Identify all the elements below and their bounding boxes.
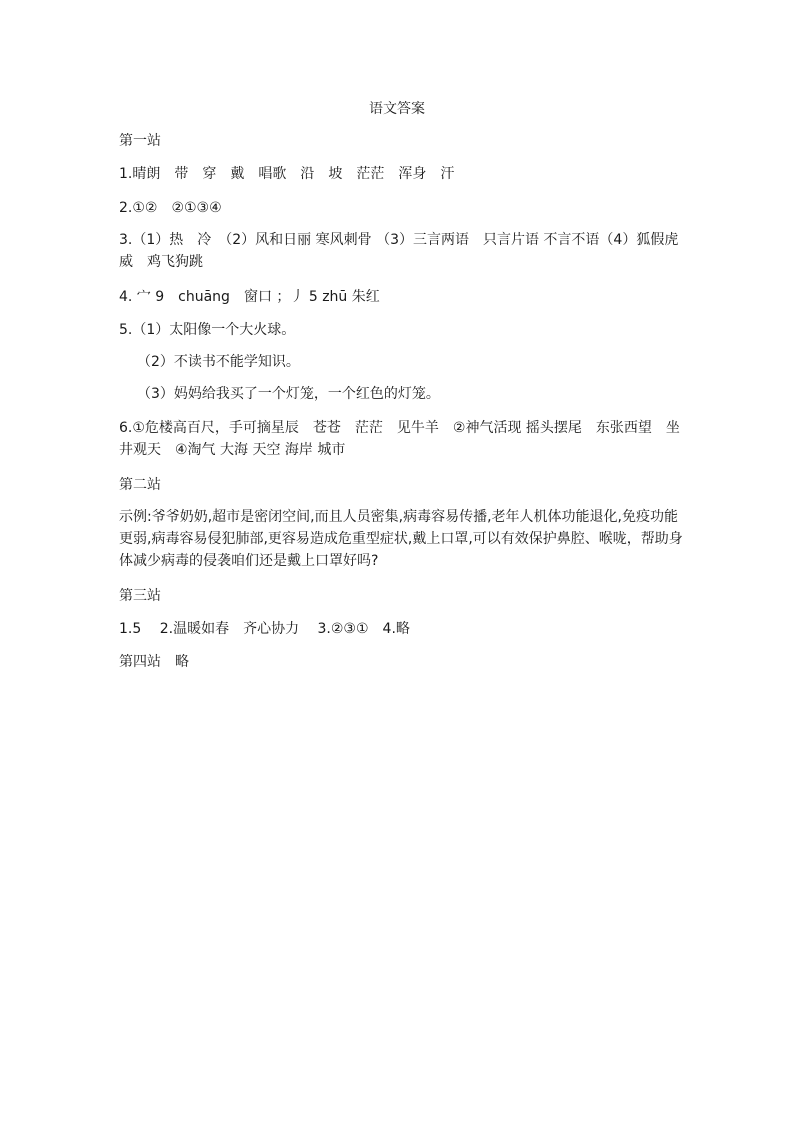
station-3-heading: 第三站 (119, 588, 161, 604)
answer-6: 6.①危楼高百尺，手可摘星辰 苍苍 茫茫 见牛羊 ②神气活现 摇头摆尾 东张西望 坐井观天 ④淘气 大海 天空 海岸 城市 (119, 420, 680, 458)
station-3-answers: 1.5 2.温暖如春 齐心协力 3.②③① 4.略 (119, 621, 410, 637)
station-2-heading: 第二站 (119, 477, 161, 493)
station-1-heading: 第一站 (119, 133, 161, 149)
answer-1: 1.晴朗 带 穿 戴 唱歌 沿 坡 茫茫 浑身 汗 (119, 166, 455, 182)
page-title: 语文答案 (369, 101, 425, 117)
answer-3: 3.（1）热 冷 （2）风和日丽 寒风刺骨 （3）三言两语 只言片语 不言不语（4）狐假虎威 鸡飞狗跳 (119, 232, 679, 270)
answer-4: 4. 宀 9 chuāng 窗口 ；丿 5 zhū 朱红 (119, 289, 380, 305)
answer-2: 2.①② ②①③④ (119, 200, 222, 216)
answer-5-2: （2）不读书不能学知识。 (137, 354, 300, 370)
answer-5-1: 5.（1）太阳像一个大火球。 (119, 322, 296, 338)
station-4-heading: 第四站 略 (119, 654, 189, 670)
station-2-example: 示例:爷爷奶奶,超市是密闭空间,而且人员密集,病毒容易传播,老年人机体功能退化,免疫功能更弱,病毒容易侵犯肺部,更容易造成危重型症状,戴上口罩,可以有效保护鼻腔、喉咙，帮助身体减少病毒的侵袭咱们还是戴上口罩好吗? (119, 509, 683, 569)
answer-5-3: （3）妈妈给我买了一个灯笼，一个红色的灯笼。 (137, 386, 440, 402)
